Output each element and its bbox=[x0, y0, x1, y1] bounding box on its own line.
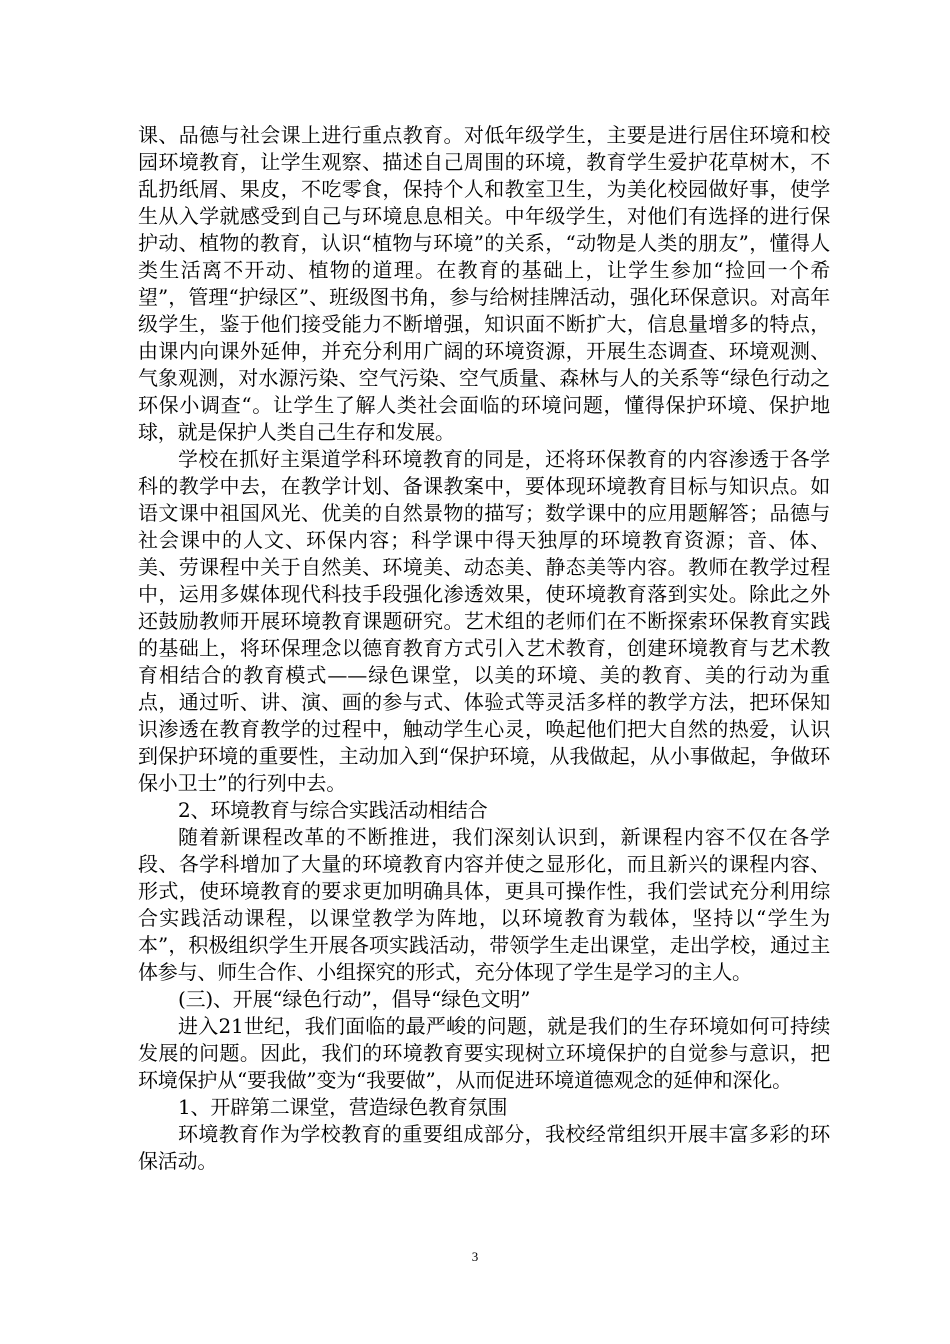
paragraph-lower-middle-upper-grade-education: 课、品德与社会课上进行重点教育。对低年级学生，主要是进行居住环境和校园环境教育，让学生观察、描述自己周围的环境，教育学生爱护花草树木，不乱扔纸屑、果皮，不吃零食，保持个人和教室卫生，为美化校园做好事，使学生从入学就感受到自己与环境息息相关。中年级学生，对他们有选择的进行保护动、植物的教育，认识“植物与环境”的关系，“动物是人类的朋友”，懂得人类生活离不开动、植物的道理。在教育的基础上，让学生参加“捡回一个希望”，管理“护绿区”、班级图书角，参与给树挂牌活动，强化环保意识。对高年级学生，鉴于他们接受能力不断增强，知识面不断扩大，信息量增多的特点，由课内向课外延伸，并充分利用广阔的环境资源，开展生态调查、环境观测、气象观测，对水源污染、空气污染、空气质量、森林与人的关系等“绿色行动之环保小调查“。让学生了解人类社会面临的环境问题，懂得保护环境、保护地球，就是保护人类自己生存和发展。 bbox=[138, 123, 830, 444]
page-number: 3 bbox=[471, 1249, 479, 1264]
section-heading-second-classroom: 1、开辟第二课堂，营造绿色教育氛围 bbox=[178, 1095, 508, 1119]
paragraph-environmental-activities: 环境教育作为学校教育的重要组成部分，我校经常组织开展丰富多彩的环保活动。 bbox=[138, 1122, 830, 1173]
paragraph-21st-century: 进入21世纪，我们面临的最严峻的问题，就是我们的生存环境如何可持续发展的问题。因此，我们的环境教育要实现树立环境保护的自觉参与意识，把环境保护从“要我做”变为“我要做”，从而促进环境道德观念的延伸和深化。 bbox=[138, 1014, 830, 1092]
section-heading-practice-activities: 2、环境教育与综合实践活动相结合 bbox=[178, 798, 488, 822]
paragraph-subject-integration: 学校在抓好主渠道学科环境教育的同是，还将环保教育的内容渗透于各学科的教学中去，在教学计划、备课教案中，要体现环境教育目标与知识点。如语文课中祖国风光、优美的自然景物的描写；数学课中的应用题解答；品德与社会课中的人文、环保内容；科学课中得天独厚的环境教育资源；音、体、美、劳课程中关于自然美、环境美、动态美、静态美等内容。教师在教学过程中，运用多媒体现代科技手段强化渗透效果，使环境教育落到实处。除此之外还鼓励教师开展环境教育课题研究。艺术组的老师们在不断探索环保教育实践的基础上，将环保理念以德育教育方式引入艺术教育，创建环境教育与艺术教育相结合的教育模式——绿色课堂，以美的环境、美的教育、美的行动为重点，通过听、讲、演、画的参与式、体验式等灵活多样的教学方法，把环保知识渗透在教育教学的过程中，触动学生心灵，唤起他们把大自然的热爱，认识到保护环境的重要性，主动加入到“保护环境，从我做起，从小事做起，争做环保小卫士”的行列中去。 bbox=[138, 447, 830, 795]
paragraph-new-curriculum: 随着新课程改革的不断推进，我们深刻认识到，新课程内容不仅在各学段、各学科增加了大量的环境教育内容并使之显形化，而且新兴的课程内容、形式，使环境教育的要求更加明确具体，更具可操作性，我们尝试充分利用综合实践活动课程，以课堂教学为阵地，以环境教育为载体，坚持以“学生为本”，积极组织学生开展各项实践活动，带领学生走出课堂，走出学校，通过主体参与、师生合作、小组探究的形式，充分体现了学生是学习的主人。 bbox=[138, 825, 830, 984]
body-text bbox=[138, 122, 830, 1175]
section-heading-green-action: (三)、开展“绿色行动”，倡导“绿色文明” bbox=[178, 987, 531, 1011]
